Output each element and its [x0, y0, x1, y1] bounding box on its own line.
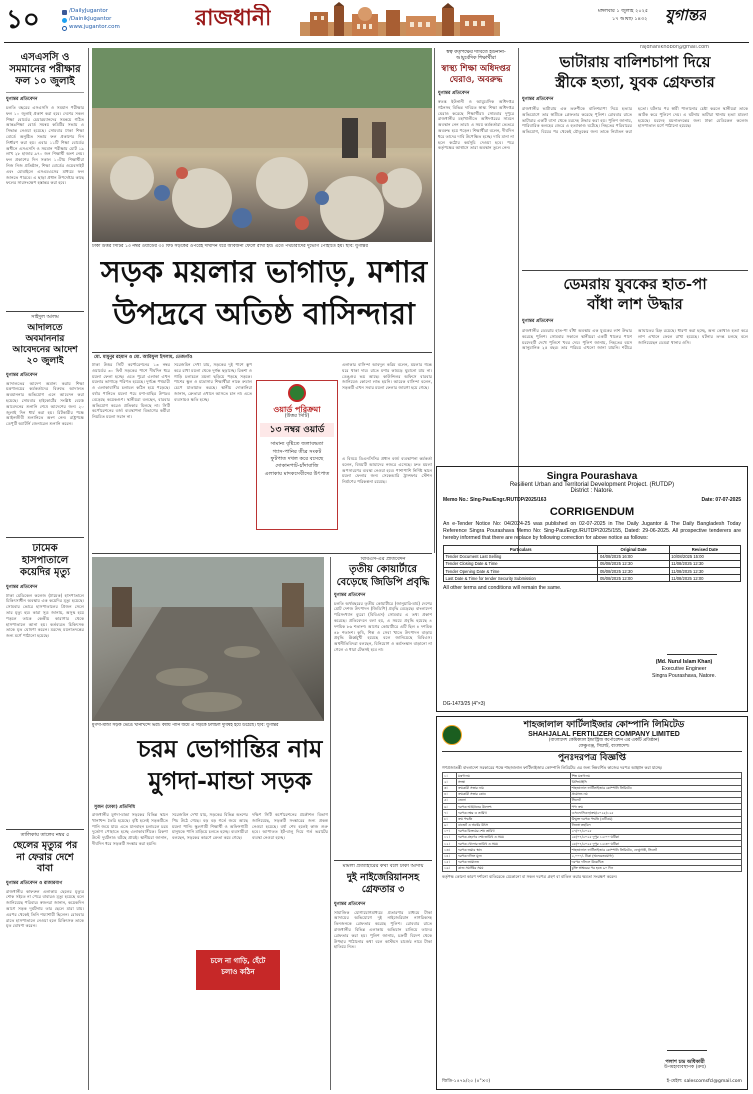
- ad-signer: (Md. Nurul Islam Khan): [655, 659, 713, 665]
- table-cell: দরপত্র আহ্বানের উদ্দেশ্য: [457, 804, 571, 810]
- lead-body-col-4: এ বিষয়ে ডিএনসিসির প্রধান বর্জ্য ব্যবস্থাপনা কর্মকর্তা বলেন, বিষয়টি আমাদের নজরে এসেছে। দ্রুত ময়লা অপসারণের ব্যবস্থা নেওয়া হবে। পাশাপাশি নির্দিষ্ট স্থানে ময়লা ফেলার জন্য সেকেন্ডারি ট্রান্সফার স্টেশন নির্মাণের পরিকল্পনা রয়েছে।: [342, 456, 432, 485]
- signature-icon: [667, 645, 717, 655]
- ad-signer-org: Singra Pourashava, Natore.: [651, 672, 716, 679]
- story-kicker: মামলা প্রত্যাহারের কথা বলে টাকা আদায়: [342, 864, 424, 869]
- ad-heading: পুনঃদরপত্র বিজ্ঞপ্তি: [558, 753, 626, 764]
- story-title: স্বাস্থ্য শিক্ষা অধিদপ্তর ঘেরাও, অবরুদ্ধ: [441, 64, 511, 85]
- ward-box-title: ওয়ার্ড পরিক্রমা: [273, 404, 321, 414]
- ad-project: Resilient Urban and Territorial Development Project. (RUTDP): [509, 482, 675, 488]
- story-title-line-2: বাঁধা লাশ উদ্ধার: [587, 295, 683, 313]
- lower-headline-line-2: মুগদা-মান্ডা সড়ক: [148, 766, 312, 795]
- story-title: এসএসসি ও সমমানের পরীক্ষার ফল ১০ জুলাই: [6, 48, 84, 93]
- ad-org-en: SHAHJALAL FERTILIZER COMPANY LIMITED: [528, 731, 680, 738]
- table-cell: মন্ত্রণালয়: [457, 773, 571, 779]
- table-cell: ৩।: [443, 785, 457, 791]
- company-logo-icon: [442, 725, 462, 745]
- masthead: [0, 0, 753, 40]
- header-rule: [4, 42, 749, 43]
- photo-caption: ঢাকা উত্তর সিটির ১৩ নম্বর ওয়ার্ডের ৩০ ফিট সড়কের ওপরেই দীর্ঘদিন ধরে আবর্জনা ফেলে রাখা হয়। এতে পথচারীদের দুর্ভোগ পোহাতে হয়। ছবি: যুগান্তর: [92, 244, 368, 249]
- column-divider: [434, 48, 435, 553]
- table-cell: দরপত্র খোলার তারিখ ও সময়: [457, 841, 571, 847]
- website-link[interactable]: www.jugantor.com: [69, 24, 120, 31]
- story-byline: যুগান্তর প্রতিবেদন: [6, 97, 38, 102]
- table-row: [443, 866, 742, 872]
- ward-box-subtitle: (উত্তর সিটি): [284, 413, 310, 419]
- story-byline: যুগান্তর প্রতিবেদন: [6, 372, 38, 378]
- header-email[interactable]: rajdhanikhobor@gmail.com: [640, 45, 710, 50]
- table-cell: 10/08/2025 15:00: [669, 553, 740, 560]
- ward-box-point: সামান্য বৃষ্টিতে জলাবদ্ধতা: [270, 440, 324, 447]
- section-title: রাজধানী: [195, 5, 272, 31]
- lead-photo: [92, 48, 432, 242]
- story-body: চলতি অর্থবছরের তৃতীয় কোয়ার্টারে (জানুয়ারি-মার্চ) দেশের মোট দেশজ উৎপাদন (জিডিপি) প্রবৃদ্ধি বেড়েছে। বাংলাদেশ পরিসংখ্যান ব্যুরো (বিবিএস) সোমবার এ তথ্য প্রকাশ করেছে। প্রতিবেদনে বলা হয়, এ সময়ে প্রবৃদ্ধি হয়েছে ৪ দশমিক ৮৬ শতাংশ। আগের কোয়ার্টারে এটি ছিল ৪ দশমিক ৪৮ শতাংশ। কৃষি, শিল্প ও সেবা খাতে উৎপাদন বাড়ায় প্রবৃদ্ধি ঊর্ধ্বমুখী হয়েছে বলে জানিয়েছে বিবিএস। অর্থনীতিবিদরা বলছেন, বিনিয়োগ ও কর্মসংস্থান বাড়ানো না গেলে এ ধারা টেকসই হবে না।: [334, 600, 432, 652]
- signature-icon: [667, 1042, 707, 1051]
- table-cell: ১৬।: [443, 866, 457, 872]
- broken-road-image: [92, 557, 324, 721]
- ward-info-box: [256, 380, 338, 530]
- table-cell: 05/08/2025 12:00: [598, 575, 669, 582]
- ward-box-point: এলাকায় মাদকসেবীদের উৎপাত: [264, 470, 330, 477]
- lower-body-col-3: দক্ষিণ সিটি কর্পোরেশনের প্রকৌশল বিভাগ জানিয়েছে, সড়কটি সংস্কারের জন্য প্রকল্প নেওয়া হয়েছে। বর্ষা শেষ হলেই কাজ শুরু হবে। আপাতত ইট-বালু দিয়ে গর্ত ভরাটের ব্যবস্থা নেওয়া হচ্ছে।: [252, 812, 328, 841]
- table-cell: দরপত্র বিক্রয়ের শেষ তারিখ: [457, 828, 571, 834]
- table-cell: সংস্থা: [457, 779, 571, 785]
- pull-quote-line-1: চলে না গাড়ি, হেঁটে: [210, 957, 266, 965]
- lead-body-col-1: ঢাকা উত্তর সিটি কর্পোরেশনের ১৩ নম্বর ওয়ার্ডের ৩০ ফিট সড়কের পাশে দীর্ঘদিন ধরে ময়লা ফেলা হচ্ছে। এতে পুরো এলাকা এখন ময়লার ভাগাড়ে পরিণত হয়েছে। দুর্গন্ধে পথচারী ও এলাকাবাসীর চলাচল কঠিন হয়ে পড়েছে। বর্ষার পানিতে ময়লা পচে মশা-মাছির উপদ্রব বেড়েছে কয়েকগুণ। স্থানীয়রা বলছেন, বারবার অভিযোগ করেও প্রতিকার মিলছে না। সিটি কর্পোরেশনের বর্জ্য ব্যবস্থাপনা বিভাগের কর্মীরা নিয়মিত ময়লা সরান না।: [92, 362, 170, 420]
- table-cell: নিজস্ব তহবিল: [570, 822, 741, 828]
- table-cell: 05/08/2025 12:30: [598, 567, 669, 574]
- table-cell: 11/08/2025 12:00: [669, 575, 740, 582]
- singra-corrigendum-ad: [436, 466, 748, 712]
- lead-headline-line-2: উপদ্রবে অতিষ্ঠ বাসিন্দারা: [113, 297, 415, 332]
- lead-headline: [94, 252, 434, 352]
- table-row: [444, 560, 741, 567]
- table-cell: শাহজালাল ফার্টিলাইজার কোম্পানি লিমিটেড, ফেঞ্চুগঞ্জ, সিলেট: [570, 847, 741, 853]
- table-cell: 05/08/2025 12:30: [598, 560, 669, 567]
- story-kicker: সাইদুল আলম: [31, 314, 59, 320]
- story-title-line-2: স্ত্রীকে হত্যা, যুবক গ্রেফতার: [555, 73, 715, 91]
- table-cell: দরপত্র দলিল মূল্য: [457, 853, 571, 859]
- story-title: আদালতে অবমাননার আবেদনের আদেশ ২০ জুলাই: [12, 322, 78, 366]
- table-cell: ২।: [443, 779, 457, 785]
- lead-body-col-3: এলাকার বাসিন্দা আবদুল করিম বলেন, ময়লার গন্ধে ঘরে থাকা দায়। রাতে মশার কামড়ে ঘুমানো যায় না। ডেঙ্গুর ভয় আছে। কাউন্সিলর অফিসে বারবার জানিয়েও কোনো লাভ হয়নি। আরেক বাসিন্দা বলেন, সড়কটি এখন সবার ময়লা ফেলার জায়গা হয়ে গেছে।: [342, 362, 432, 391]
- lower-body-col-2: সরেজমিন দেখা যায়, সড়কের বিভিন্ন অংশের পিচ উঠে গেছে। বড় বড় গর্তে জমে আছে ময়লা পানি। স্কুলগামী শিক্ষার্থী ও অফিসগামী মানুষকে পানি মাড়িয়ে চলতে হচ্ছে। ব্যবসায়ীরা বলছেন, সড়কের কারণে ক্রেতা কমে গেছে।: [172, 812, 248, 841]
- table-cell: উন্মুক্ত দরপত্র পদ্ধতি (ওটিএম): [570, 816, 741, 822]
- story-body: স্বতন্ত্র ইউনানী ও আয়ুর্বেদিক অধিদপ্তর গঠনসহ বিভিন্ন দাবিতে স্বাস্থ্য শিক্ষা অধিদপ্তর ঘেরাও করেছে শিক্ষার্থীরা। সোমবার দুপুরে রাজধানীর মহাখালীতে অধিদপ্তরের সামনে অবস্থান নেন তারা। এ সময় কর্মকর্তারা ভেতরে অবরুদ্ধ হয়ে পড়েন। শিক্ষার্থীরা বলেন, দীর্ঘদিন ধরে তাদের দাবি উপেক্ষিত হচ্ছে। দাবি মানা না হলে কঠোর কর্মসূচি দেওয়া হবে। পরে কর্তৃপক্ষের আশ্বাসে তারা অবস্থান তুলে নেন।: [438, 99, 514, 151]
- facebook-icon: [62, 10, 67, 15]
- ad-footer: All other terms and conditions will remain the same.: [443, 585, 562, 592]
- ward-box-number: ১৩ নম্বর ওয়ার্ড: [260, 423, 334, 437]
- table-cell: চুক্তি স্বাক্ষরের পর হতে ৯০ দিন: [570, 866, 741, 872]
- story-byline: যুগান্তর প্রতিবেদন: [334, 901, 366, 907]
- table-cell: এসএফসিএল/ক্রয়/২০২৫/১২৫: [570, 810, 741, 816]
- column-divider: [88, 48, 89, 1090]
- lead-headline-line-1: সড়ক ময়লার ভাগাড়, মশার: [100, 255, 428, 290]
- road-photo: [92, 557, 324, 721]
- ad-signer-title: উপমহাব্যবস্থাপক (ক্রয়): [664, 1065, 706, 1071]
- story-body: রাজধানীর ডেমরায় হাত-পা বাঁধা অবস্থায় এক যুবকের লাশ উদ্ধার করেছে পুলিশ। সোমবার সকালে স্থানীয়রা একটি খালের পাশে মরদেহটি দেখে পুলিশে খবর দেয়। পুলিশ জানায়, নিহতের বয়স আনুমানিক ২৫ বছর। তার পরিচয় এখনো জানা যায়নি। শরীরে আঘাতের চিহ্ন রয়েছে। ধারণা করা হচ্ছে, অন্য কোথাও হত্যা করে লাশ এখানে ফেলে রাখা হয়েছে। ঘটনার তদন্ত চলছে বলে জানিয়েছেন ডেমরা থানার ওসি।: [522, 328, 748, 351]
- ad-district: District : Natore.: [570, 488, 614, 494]
- table-cell: ২৭/০৭/২০২৫: [570, 828, 741, 834]
- date-line-1: মঙ্গলবার ১ জুলাই ২০২৫: [598, 9, 649, 14]
- ad-ref: জিডি-১৪৭৯/২৫ (৪"×৩): [442, 1079, 491, 1085]
- story-byline: যুগান্তর প্রতিবেদন: [334, 592, 366, 598]
- table-cell: শাহজালাল ফার্টিলাইজার কোম্পানি লিমিটেড: [570, 785, 741, 791]
- story-title-line-1: ভাটারায় বালিশচাপা দিয়ে: [559, 53, 711, 71]
- table-cell: 04/08/2025 16:00: [598, 553, 669, 560]
- ad-ref: DG-1473/25 (4"×3): [443, 701, 486, 707]
- ad-date-table: [443, 545, 741, 582]
- page-number: ১০: [6, 6, 40, 34]
- table-cell: বিসিআইসি: [570, 779, 741, 785]
- story-byline: যুগান্তর প্রতিবেদন: [438, 91, 470, 96]
- lower-headline: [120, 733, 340, 797]
- table-cell: Tender Opening Date & Time: [444, 567, 598, 574]
- table-cell: জেলা: [457, 797, 571, 803]
- section-rule: [334, 860, 432, 861]
- story-kicker: তালিকায় তালেব নম্বর ৫: [20, 831, 70, 838]
- ad-signer-title: Executive Engineer: [661, 665, 707, 672]
- right-mid-story: [522, 274, 748, 454]
- table-header: Revised Date: [669, 546, 740, 553]
- table-cell: ৭।: [443, 810, 457, 816]
- story-title: ছেলের মৃত্যুর পর না ফেরার দেশে বাবা: [12, 840, 78, 875]
- lead-rule: [92, 352, 432, 353]
- table-cell: Tender Closing Date & Time: [444, 560, 598, 567]
- story-body: রাজধানীর ভাটারায় এক তরুণীকে বালিশচাপা দিয়ে হত্যার অভিযোগে তার স্বামীকে গ্রেফতার করেছে পুলিশ। রোববার রাতে ভাটারার একটি বাসা থেকে মরদেহ উদ্ধার করা হয়। পুলিশ জানায়, পারিবারিক কলহের জেরে এ হত্যাকাণ্ড ঘটেছে। নিহতের পরিবারের অভিযোগ, বিয়ের পর থেকেই যৌতুকের জন্য তাকে নির্যাতন করা হতো। ঘটনার পর স্বামী পালানোর চেষ্টা করলে স্থানীয়রা তাকে আটক করে পুলিশে দেয়। এ ঘটনায় ভাটারা থানায় হত্যা মামলা হয়েছে। মরদেহ ময়নাতদন্তের জন্য ঢাকা মেডিকেল কলেজ হাসপাতাল মর্গে পাঠানো হয়েছে।: [522, 106, 748, 135]
- globe-icon: [62, 26, 67, 31]
- story-title-line-2: বেড়েছে জিডিপি প্রবৃদ্ধি: [336, 576, 430, 588]
- table-cell: পণ্য ক্রয়: [570, 804, 741, 810]
- ad-date: Date: 07-07-2025: [701, 497, 741, 503]
- table-cell: দরপত্র জামানত: [457, 859, 571, 865]
- tender-details-table: [442, 772, 742, 872]
- story-body: সামাজিক যোগাযোগমাধ্যমে প্রতারণার মাধ্যমে টাকা আদায়ের অভিযোগে দুই নাইজেরিয়ান নাগরিকসহ তিনজনকে গ্রেফতার করেছে পুলিশ। রোববার রাতে রাজধানীর বিভিন্ন এলাকায় অভিযান চালিয়ে তাদের গ্রেফতার করা হয়। পুলিশ জানায়, চক্রটি বিদেশ থেকে উপহার পাঠানোর কথা বলে কাস্টমস চার্জের নামে টাকা হাতিয়ে নিত।: [334, 909, 432, 950]
- table-cell: সিলেট: [570, 797, 741, 803]
- lower-body-col-1: রাজধানীর মুগদা-মান্ডা সড়কের বিভিন্ন স্থানে খানাখন্দ তৈরি হয়েছে। বৃষ্টি হলেই সড়কটিতে পানি জমে যায়। এতে যানবাহন চলাচলে চরম দুর্ভোগ পোহাতে হচ্ছে এলাকাবাসীকে। রিকশা উল্টে দুর্ঘটনাও ঘটছে প্রায়ই। স্থানীয়রা জানান, দীর্ঘদিন ধরে সড়কটি সংস্কার করা হয়নি।: [92, 812, 168, 846]
- table-cell: ১।: [443, 773, 457, 779]
- table-cell: দরপত্র গ্রহণের শেষ তারিখ ও সময়: [457, 835, 571, 841]
- fertilizer-tender-ad: [436, 716, 748, 1090]
- table-cell: ১৩।: [443, 847, 457, 853]
- table-row: [444, 553, 741, 560]
- story-byline: যুগান্তর প্রতিবেদন: [522, 319, 554, 324]
- table-cell: ১৫।: [443, 859, 457, 865]
- table-cell: ক্রয়কারী সত্তার কোড: [457, 791, 571, 797]
- column-divider: [330, 557, 331, 1090]
- section-rule: [522, 270, 748, 271]
- ad-sub: (বাংলাদেশ কেমিক্যাল ইন্ডাস্ট্রিজ কর্পোরেশন এর একটি প্রতিষ্ঠান): [548, 738, 660, 743]
- ad-intro: গণপ্রজাতন্ত্রী বাংলাদেশ সরকারের পক্ষে শাহজালাল ফার্টিলাইজার কোম্পানি লিমিটেড এর জন্য নিম্নবর্ণিত কাজের দরপত্র আহ্বান করা যাচ্ছে।: [442, 765, 663, 771]
- table-cell: ১০।: [443, 828, 457, 834]
- table-cell: প্রযোজ্য নয়: [570, 791, 741, 797]
- story-kicker: স্বত্ব কর্তৃপক্ষের দাবিতে ইউনানী-আয়ুর্বেদিক শিক্ষার্থীরা: [446, 50, 506, 61]
- table-cell: ৪।: [443, 791, 457, 797]
- photo-caption: মুগদা-মান্ডা সড়ক ভেঙে খানাখন্দে ভরা। বর্ষায় পানি জমে এ সড়কে চলাচল দুর্বিষহ হয়ে উঠেছে। ছবি: যুগান্তর: [92, 723, 279, 728]
- pull-quote: [196, 950, 280, 990]
- table-cell: ২৮/০৭/২০২৫ দুপুর ১২:০০ ঘটিকা: [570, 835, 741, 841]
- left-column: [6, 48, 84, 1090]
- table-cell: ৯।: [443, 822, 457, 828]
- story-title-line-1: তৃতীয় কোয়ার্টারে: [349, 563, 417, 575]
- ad-note: কর্তৃপক্ষ কোনো কারণ দর্শানো ব্যতিরেকে যেকোনো বা সকল দরপত্র গ্রহণ বা বাতিল করার ক্ষমতা সংরক্ষণ করেন।: [442, 874, 618, 880]
- section-rule: [92, 553, 432, 554]
- story-body: চলতি বছরের এসএসসি ও সমমান পরীক্ষার ফল ১০ জুলাই প্রকাশ করা হবে। দেশের সকল শিক্ষা বোর্ডের চেয়ারম্যানদের সমন্বয়ে গঠিত আন্তঃশিক্ষা বোর্ড সমন্বয় কমিটির সভায় এ সিদ্ধান্ত নেওয়া হয়েছে। সোমবার ঢাকা শিক্ষা বোর্ডে অনুষ্ঠিত সভায় ফল প্রকাশের দিন নির্ধারণ করা হয়। এবার ১১টি শিক্ষা বোর্ডের অধীনে এসএসসি ও সমমান পরীক্ষায় মোট ১৯ লাখ ২৮ হাজার ৯৭০ জন শিক্ষার্থী অংশ নেয়। ফল প্রকাশের দিন সকাল ১০টায় শিক্ষার্থীরা নিজ নিজ প্রতিষ্ঠান, শিক্ষা বোর্ডের ওয়েবসাইট এবং মোবাইলে এসএমএসের মাধ্যমে ফল জানতে পারবে। এ ছাড়া প্রধান উপদেষ্টার কাছে ফলের সারসংক্ষেপ হস্তান্তর করা হবে।: [6, 105, 84, 186]
- table-cell: কাজ সমাপ্তির সময়: [457, 866, 571, 872]
- table-cell: বাজেট ও অর্থের উৎস: [457, 822, 571, 828]
- center-mid-story: [334, 557, 432, 857]
- table-cell: ১১।: [443, 835, 457, 841]
- story-title: ঢামেক হাসপাতালে কয়েদির মৃত্যু: [20, 542, 70, 578]
- table-row: [444, 575, 741, 582]
- table-cell: শিল্প মন্ত্রণালয়: [570, 773, 741, 779]
- table-cell: 11/08/2025 12:30: [669, 560, 740, 567]
- ad-notice: An e-Tender Notice No: 04/2024-25 was published on 02-07-2025 in The Daily Jugantor & The Daily Bangladesh Today Reference Singra Pourashava Memo No: Sing-Pau/Engr./RUTDP/2025/155, Dated: 29-06-2025. All prospective tenderers are hereby informed that there are replace by following correction for above notice as follows:: [443, 521, 741, 541]
- city-skyline-illustration: [300, 2, 500, 36]
- table-cell: ক্রয়কারী সত্তার নাম: [457, 785, 571, 791]
- table-cell: ৮।: [443, 816, 457, 822]
- ad-org: Singra Pourashava: [546, 471, 638, 482]
- center-low-story: [334, 864, 432, 1089]
- ad-heading: CORRIGENDUM: [549, 506, 635, 518]
- table-cell: ১৪।: [443, 853, 457, 859]
- social-link-twitter[interactable]: /DainikJugantor: [69, 16, 112, 23]
- table-cell: ৬।: [443, 804, 457, 810]
- table-cell: ২৮/০৭/২০২৫ দুপুর ১২:৩০ ঘটিকা: [570, 841, 741, 847]
- ward-box-point: ফুটপাত দখল করে বসেছে দোকানপাট-চাঁদাবাজি: [270, 455, 324, 469]
- lead-body-col-2: সরেজমিন দেখা যায়, সড়কের দুই পাশে স্তূপ করে রাখা ময়লা থেকে দুর্গন্ধ ছড়াচ্ছে। রিকশা ও গাড়ি চলাচলে ময়লা ছড়িয়ে পড়ছে সড়কে। পাশের স্কুল ও মাদ্রাসার শিক্ষার্থীরা নাকে রুমাল চেপে যাতায়াত করছে। স্থানীয় দোকানিরা জানান, ক্রেতারা এখানে আসতে চান না। এতে ব্যবসায়ও ক্ষতি হচ্ছে।: [174, 362, 252, 402]
- ad-signer: পলাশ চন্দ্র অধিকারী: [665, 1058, 705, 1065]
- table-header: Particulars: [444, 546, 598, 553]
- table-cell: ৫।: [443, 797, 457, 803]
- table-cell: 11/08/2025 12:30: [669, 567, 740, 574]
- ad-email[interactable]: ই-মেইল: salescomsfcl@gmail.com: [666, 1079, 742, 1085]
- story-body: আদালতের আদেশ অমান্য করায় শিক্ষা মন্ত্রণালয়ের কর্মকর্তাদের বিরুদ্ধে আদালত অবমাননার অভিযোগ এনে আবেদন করা হয়েছে। সোমবার হাইকোর্টের সংশ্লিষ্ট বেঞ্চে আবেদনের শুনানি শেষে আদেশের জন্য ২০ জুলাই দিন ধার্য করা হয়। রিটকারীর পক্ষে আইনজীবী শুনানিতে অংশ নেন। রাষ্ট্রপক্ষে ডেপুটি অ্যাটর্নি জেনারেল শুনানি করেন।: [6, 380, 84, 427]
- story-byline: যুগান্তর প্রতিবেদন ও রাজারবাগ: [6, 880, 63, 886]
- table-cell: ২,০০০/- টাকা (অফেরতযোগ্য): [570, 853, 741, 859]
- ad-memo: Memo No.: Sing-Pau/Engr./RUTDP/2025/163: [443, 497, 547, 503]
- pull-quote-line-2: চলাও কঠিন: [221, 968, 255, 976]
- right-top-story: [522, 52, 748, 272]
- brand-logo: যুগান্তর: [665, 6, 707, 24]
- table-cell: দরপত্র দলিলে উল্লেখিত: [570, 859, 741, 865]
- date-line-2: ১৭ আষাঢ় ১৪৩২: [612, 17, 648, 22]
- table-cell: দরপত্র জমার স্থান: [457, 847, 571, 853]
- story-title-line-1: ডেমরায় যুবকের হাত-পা: [563, 275, 707, 293]
- lower-byline: সুজন (ঢাকা) প্রতিনিধি: [94, 805, 136, 810]
- story-body: ঢাকা মেডিকেল কলেজ (ঢামেক) হাসপাতালে চিকিৎসাধীন অবস্থায় এক কয়েদির মৃত্যু হয়েছে। সোমবার ভোরে হাসপাতালের প্রিজন সেলে তার মৃত্যু হয়। কারা সূত্র জানায়, অসুস্থ হয়ে পড়লে তাকে কেন্দ্রীয় কারাগার থেকে হাসপাতালে আনা হয়। কর্তব্যরত চিকিৎসক তাকে মৃত ঘোষণা করেন। মরদেহ ময়নাতদন্তের জন্য মর্গে পাঠানো হয়েছে।: [6, 592, 84, 639]
- table-cell: ক্রয় পদ্ধতি: [457, 816, 571, 822]
- story-byline: যুগান্তর প্রতিবেদন: [522, 97, 554, 102]
- story-kicker: বিবিএস-এর প্রতিবেদন: [360, 557, 406, 562]
- table-cell: Tender Document Last Selling: [444, 553, 598, 560]
- social-link-facebook[interactable]: /DailyJugantor: [69, 8, 109, 15]
- story-byline: যুগান্তর প্রতিবেদন: [6, 584, 38, 590]
- twitter-icon: [62, 18, 67, 23]
- ward-box-emblem: [288, 384, 306, 402]
- table-row: [444, 567, 741, 574]
- table-cell: ১২।: [443, 841, 457, 847]
- table-header: Original Date: [598, 546, 669, 553]
- ad-org-bn: শাহজালাল ফার্টিলাইজার কোম্পানি লিমিটেড: [523, 720, 685, 730]
- lead-byline: মো. মামুনুর রহমান ও মো. আরিফুল ইসলাম, তেজগাঁও: [94, 355, 193, 360]
- story-body: রাজধানীর কাফরুল এলাকায় ছেলের মৃত্যুর শোক সইতে না পেরে বাবারও মৃত্যু হয়েছে বলে জানিয়েছে পরিবার। স্বজনরা জানান, কয়েকদিন আগে সড়ক দুর্ঘটনায় তার ছেলে মারা যায়। এরপর থেকেই তিনি শয্যাশায়ী ছিলেন। রোববার রাতে হাসপাতালে নেওয়া হলে চিকিৎসক তাকে মৃত ঘোষণা করেন।: [6, 888, 84, 929]
- garbage-street-image: [92, 48, 432, 242]
- ad-address: ফেঞ্চুগঞ্জ, সিলেট, বাংলাদেশ।: [578, 743, 630, 749]
- lower-headline-line-1: চরম ভোগান্তির নাম: [137, 734, 323, 763]
- ward-box-point: গ্যাস-পানির তীব্র সংকট: [272, 448, 322, 455]
- social-links: [62, 8, 142, 34]
- story-title: দুই নাইজেরিয়ানসহ গ্রেফতার ৩: [346, 871, 420, 895]
- table-cell: Last Date & Time for tender Security Submission: [444, 575, 598, 582]
- table-cell: দরপত্র নম্বর ও তারিখ: [457, 810, 571, 816]
